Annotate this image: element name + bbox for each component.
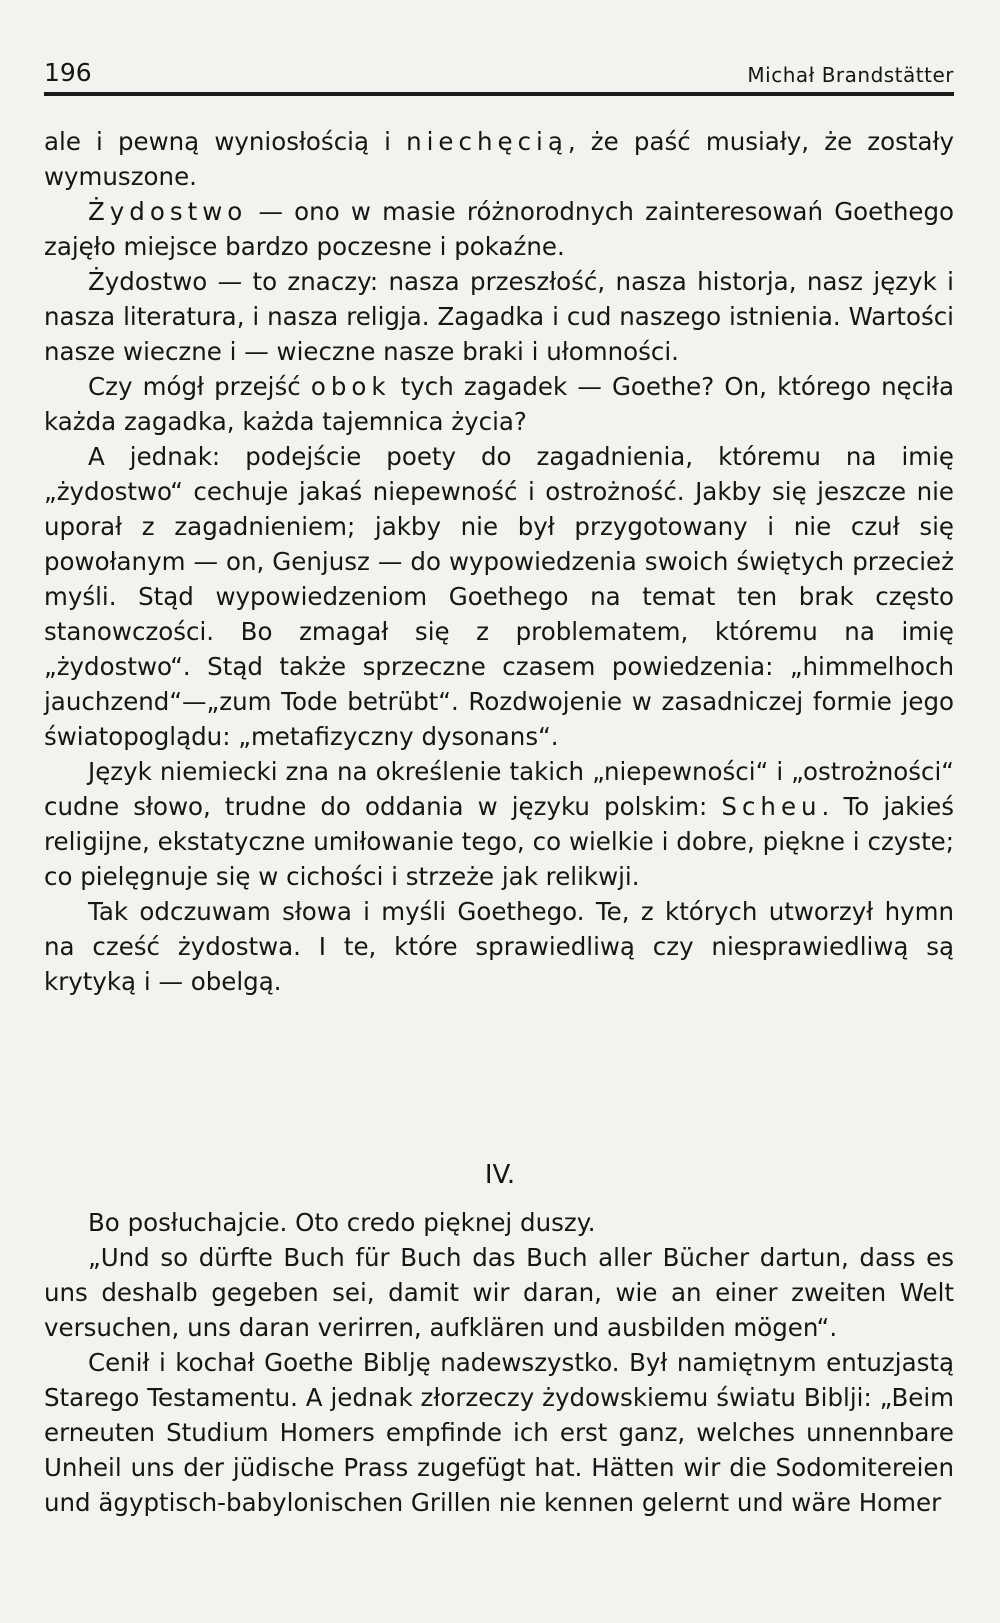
paragraph: Bo posłuchajcie. Oto credo pięknej duszy.: [88, 1208, 596, 1237]
chapter-heading: IV.: [484, 1160, 516, 1190]
paragraph: Żydostwo — to znaczy: nasza przeszłość, nasza historja, nasz język i nasza literatura, i nasza religja. Zagadka i cud naszego istnienia. Wartości nasze wieczne i — wieczne nasze braki i ułomności.: [44, 267, 954, 366]
header-rule: [44, 92, 954, 96]
page-header: [44, 58, 954, 87]
paragraph: „Und so dürfte Buch für Buch das Buch aller Bücher dartun, dass es uns deshalb gegeben sei, damit wir daran, wie an einer zweiten Welt versuchen, uns daran verirren, aufklären und ausbilden mögen“.: [44, 1243, 954, 1342]
paragraph: A jednak: podejście poety do zagadnienia, któremu na imię „żydostwo“ cechuje jakaś niepewność i ostrożność. Jakby się jeszcze nie uporał z zagadnieniem; jakby nie był przygotowany i nie czuł się powołanym — on, Genjusz — do wypowiedzenia swoich świętych przecież myśli. Stąd wypowiedzeniom Goethego na temat ten brak często stanowczości. Bo zmagał się z problematem, któremu na imię „żydostwo“. Stąd także sprzeczne czasem powiedzenia: „himmelhoch jauchzend“—„zum Tode betrübt“. Rozdwojenie w zasadniczej formie jego światopoglądu: „metafizyczny dysonans“.: [44, 442, 954, 751]
spaced-emphasis: obok: [310, 372, 391, 401]
spaced-emphasis: Żydostwo: [88, 197, 248, 226]
paragraph: Żydostwo — ono w masie różnorodnych zainteresowań Goethego zajęło miejsce bardzo poczesne i pokaźne.: [44, 197, 954, 261]
running-head: Michał Brandstätter: [747, 63, 954, 87]
paragraph: ale i pewną wyniosłością i niechęcią, że paść musiały, że zostały wymuszone.: [44, 127, 954, 191]
page-number: 196: [44, 58, 92, 87]
paragraph: Tak odczuwam słowa i myśli Goethego. Te, z których utworzył hymn na cześć żydostwa. I te, które sprawiedliwą czy niesprawiedliwą są krytyką i — obelgą.: [44, 897, 954, 996]
body-text: [44, 124, 954, 999]
spaced-emphasis: niechęcią: [406, 127, 568, 156]
paragraph: Czy mógł przejść obok tych zagadek — Goethe? On, którego nęciła każda zagadka, każda tajemnica życia?: [44, 372, 954, 436]
spaced-emphasis: Scheu: [721, 792, 822, 821]
paragraph: Cenił i kochał Goethe Biblję nadewszystko. Był namiętnym entuzjastą Starego Testamentu. A jednak złorzeczy żydowskiemu światu Biblji: „Beim erneuten Studium Homers empfinde ich erst ganz, welches unnennbare Unheil uns der jüdische Prass zugefügt hat. Hätten wir die Sodomitereien und ägyptisch-babylonischen Grillen nie kennen gelernt und wäre Homer: [44, 1348, 954, 1517]
paragraph: Język niemiecki zna na określenie takich „niepewności“ i „ostrożności“ cudne słowo, trudne do oddania w języku polskim: Scheu. To jakieś religijne, ekstatyczne umiłowanie tego, co wielkie i dobre, piękne i czyste; co pielęgnuje się w cichości i strzeże jak relikwji.: [44, 757, 954, 891]
body-text-section-iv: [44, 1205, 954, 1520]
